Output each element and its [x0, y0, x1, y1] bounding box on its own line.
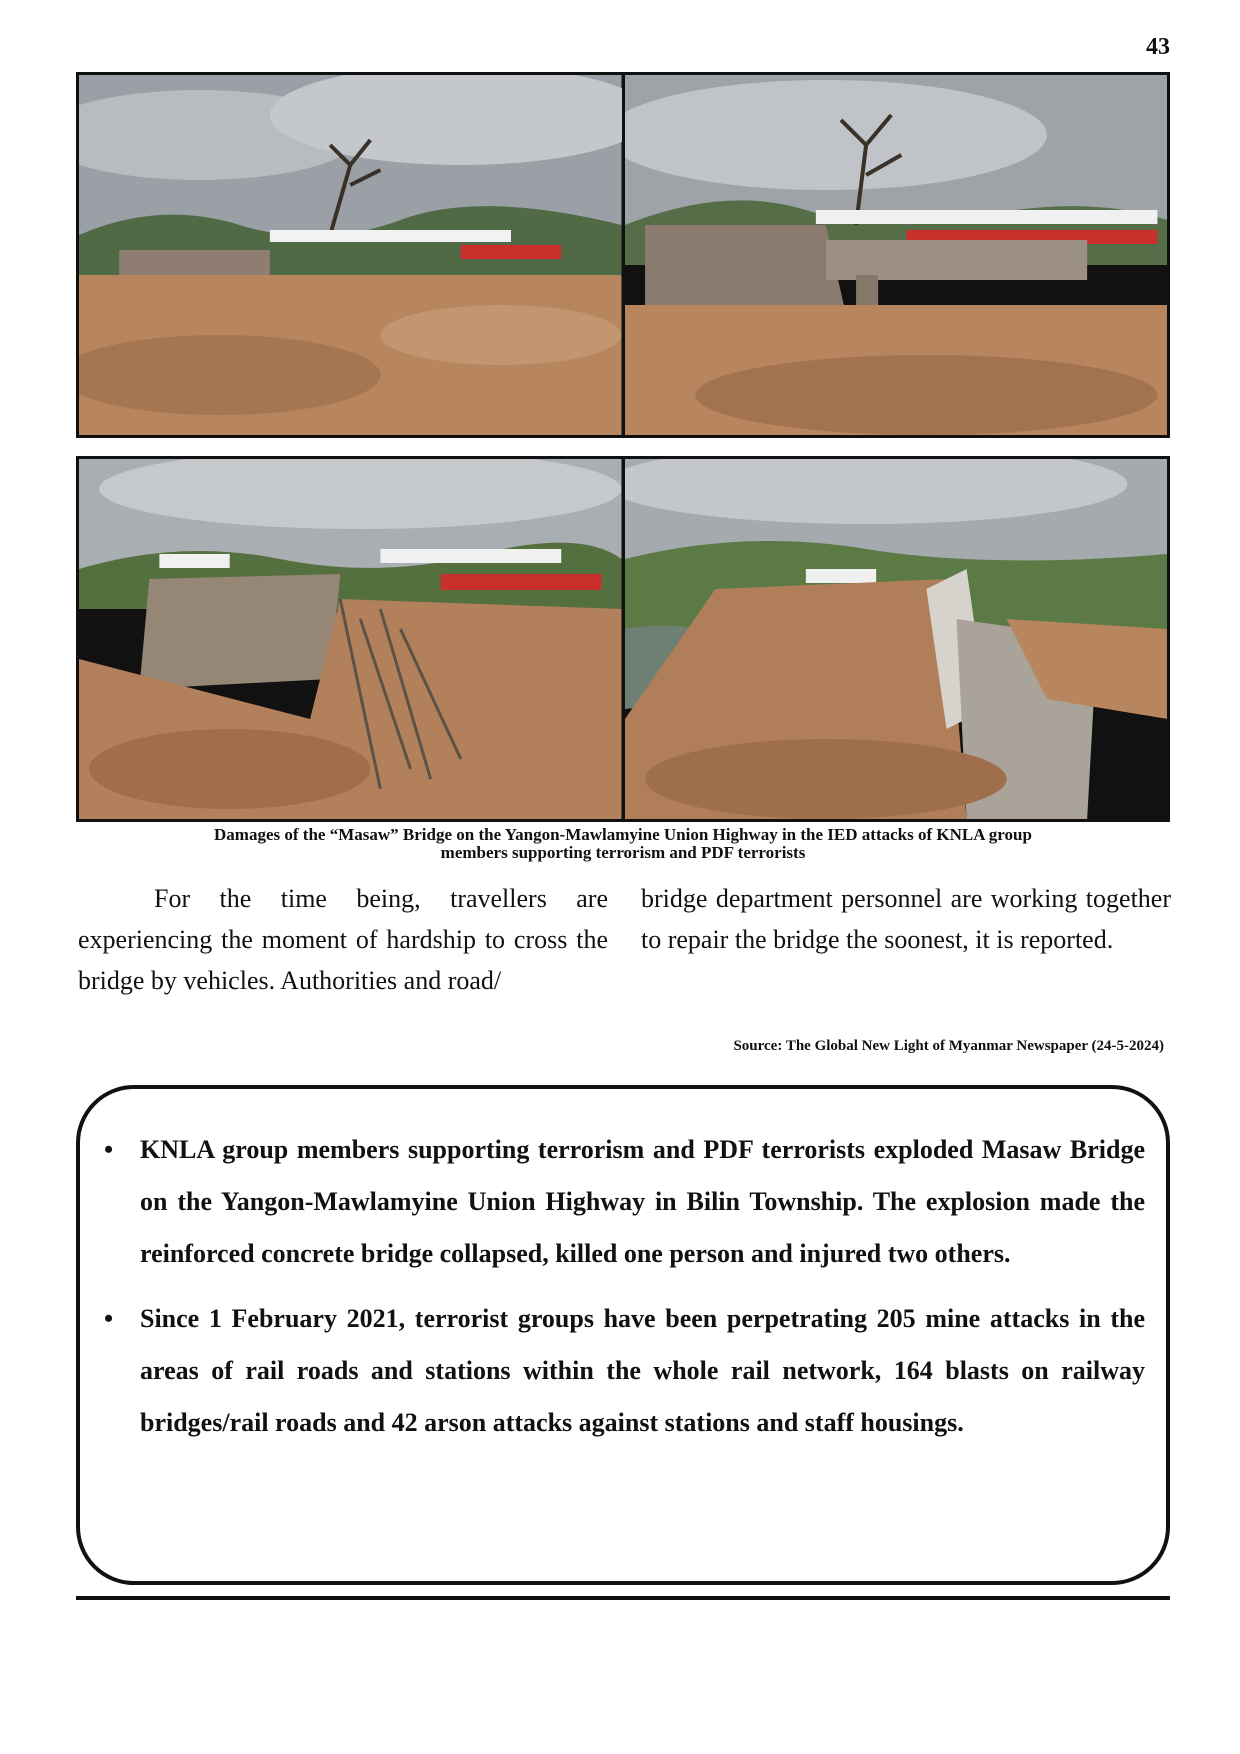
body-text-right-column: bridge department personnel are working together to repair the bridge the soonest, it is reported.	[641, 884, 1171, 954]
bottom-divider	[76, 1596, 1170, 1600]
bridge-damage-photo-2	[625, 75, 1168, 435]
bridge-damage-photo-3	[79, 459, 622, 819]
body-text-left-column: For the time being, travellers are experiencing the moment of hardship to cross the bridge by vehicles. Authorities and road/	[78, 884, 608, 995]
caption-line-2: members supporting terrorism and PDF terrorists	[440, 843, 806, 862]
photo-row-bottom	[76, 456, 1170, 822]
photo-row-top	[76, 72, 1170, 438]
summary-list	[100, 1124, 1145, 1462]
bullet-icon: •	[104, 1304, 114, 1333]
summary-bullet-1	[100, 1124, 1145, 1280]
photo-caption	[76, 826, 1170, 862]
source-citation: Source: The Global New Light of Myanmar Newspaper (24-5-2024)	[733, 1038, 1164, 1054]
summary-bullet-text: KNLA group members supporting terrorism and PDF terrorists exploded Masaw Bridge on the Yangon-Mawlamyine Union Highway in Bilin Township. The explosion made the reinforced concrete bridge collapsed, killed one person and injured two others.	[140, 1135, 1145, 1268]
summary-bullet-text: Since 1 February 2021, terrorist groups have been perpetrating 205 mine attacks in the areas of rail roads and stations within the whole rail network, 164 blasts on railway bridges/rail roads and 42 arson attacks against stations and staff housings.	[140, 1304, 1145, 1437]
bullet-icon: •	[104, 1135, 114, 1164]
caption-line-1: Damages of the “Masaw” Bridge on the Yangon-Mawlamyine Union Highway in the IED attacks of KNLA group	[214, 825, 1032, 844]
page-number: 43	[1146, 34, 1170, 60]
bridge-damage-photo-1	[79, 75, 622, 435]
summary-bullet-2	[100, 1293, 1145, 1449]
bridge-damage-photo-4	[625, 459, 1168, 819]
